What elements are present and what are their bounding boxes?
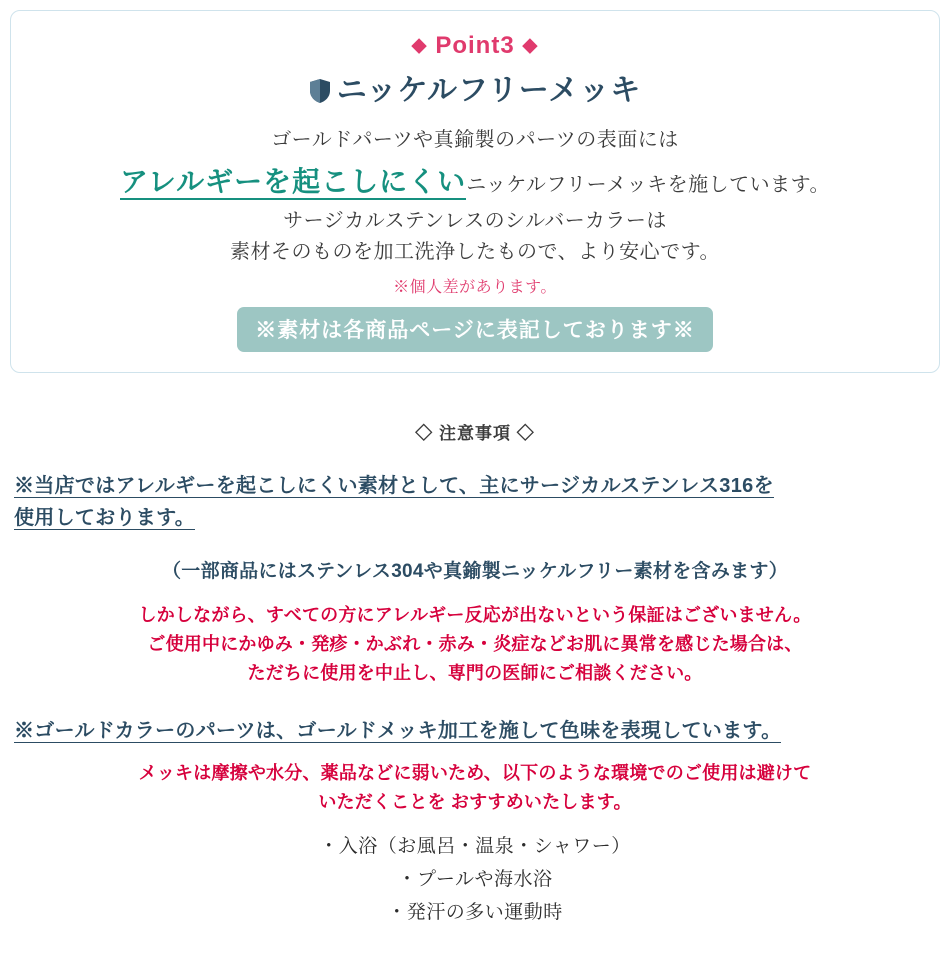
list-item: ・プールや海水浴 (397, 868, 553, 890)
point-label (31, 33, 919, 59)
point-label-text: Point3 (435, 32, 515, 59)
notes-section (0, 419, 950, 930)
warning-block-1 (10, 601, 940, 688)
point-line-3: 素材そのものを加工洗浄したもので、より安心です。 (230, 240, 720, 263)
shield-icon (309, 78, 331, 104)
point-line-1: ゴールドパーツや真鍮製のパーツの表面には (271, 129, 679, 152)
diamond-icon-left: ◆ (411, 35, 428, 56)
list-item: ・発汗の多い運動時 (387, 902, 563, 924)
diamond-icon-right: ◆ (522, 35, 539, 56)
point-note: ※個人差があります。 (393, 278, 557, 296)
warning-2-line-2: いただくことを おすすめいたします。 (318, 792, 632, 813)
page-root (0, 10, 950, 960)
point-highlight-tail: ニッケルフリーメッキを施しています。 (466, 174, 830, 197)
point-title-text: ニッケルフリーメッキ (336, 74, 642, 108)
point-highlight-line (31, 160, 919, 203)
point-card (10, 10, 940, 373)
note-item-1 (10, 470, 940, 534)
warning-1-line-1: しかしながら、すべての方にアレルギー反応が出ないという保証はございません。 (138, 604, 812, 625)
material-banner: ※素材は各商品ページに表記しております※ (237, 307, 713, 352)
point-highlight-text: アレルギーを起こしにくい (120, 166, 466, 200)
note-item-1-sub: （一部商品にはステンレス304や真鍮製ニッケルフリー素材を含みます） (161, 560, 789, 582)
warning-1-line-3: ただちに使用を中止し、専門の医師にご相談ください。 (247, 663, 703, 684)
bullet-list (10, 830, 940, 930)
note-item-1-line-1: ※当店ではアレルギーを起こしにくい素材として、主にサージカルステンレス316を (14, 474, 774, 497)
note-item-1-line-2: 使用しております。 (14, 506, 196, 529)
note-item-2 (10, 714, 940, 743)
warning-1-line-2: ご使用中にかゆみ・発疹・かぶれ・赤み・炎症などお肌に異常を感じた場合は、 (147, 633, 803, 654)
note-item-2-text: ※ゴールドカラーのパーツは、ゴールドメッキ加工を施して色味を表現しています。 (14, 720, 782, 743)
warning-2-line-1: メッキは摩擦や水分、薬品などに弱いため、以下のような環境でのご使用は避けて (138, 763, 812, 784)
notes-heading: ◇ 注意事項 ◇ (415, 423, 535, 443)
point-line-2: サージカルステンレスのシルバーカラーは (283, 209, 667, 232)
point-title (31, 73, 919, 109)
list-item: ・入浴（お風呂・温泉・シャワー） (319, 835, 631, 857)
warning-block-2 (10, 759, 940, 817)
